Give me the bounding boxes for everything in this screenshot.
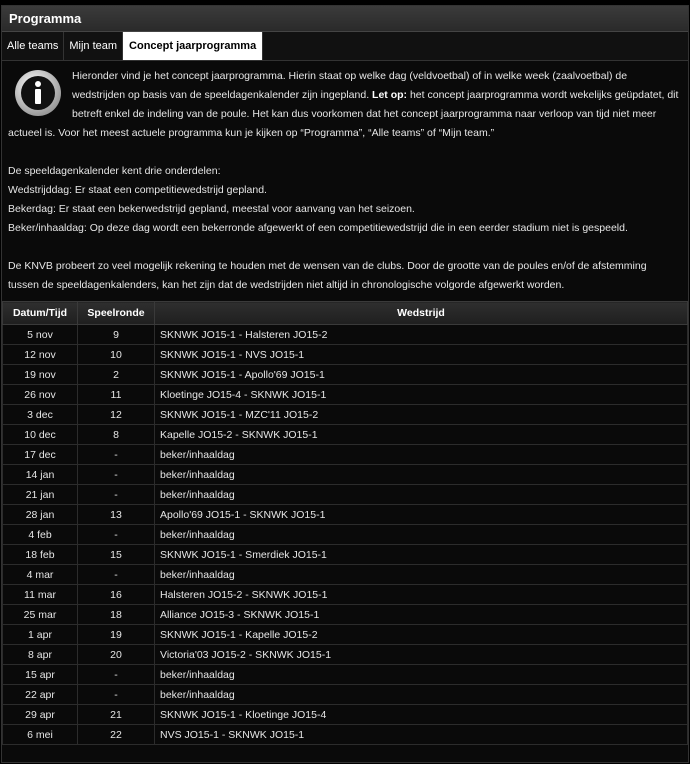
cell-datum: 21 jan bbox=[3, 485, 78, 505]
cell-wedstrijd: beker/inhaaldag bbox=[155, 565, 688, 585]
cell-speelronde: 22 bbox=[78, 725, 155, 745]
header-wedstrijd: Wedstrijd bbox=[155, 302, 688, 325]
cell-wedstrijd: SKNWK JO15-1 - Kloetinge JO15-4 bbox=[155, 705, 688, 725]
cell-speelronde: - bbox=[78, 525, 155, 545]
cell-wedstrijd: SKNWK JO15-1 - Kapelle JO15-2 bbox=[155, 625, 688, 645]
table-row bbox=[3, 565, 688, 585]
table-row bbox=[3, 365, 688, 385]
calendar-line-1: Wedstrijddag: Er staat een competitiewedstrijd gepland. bbox=[8, 184, 267, 196]
cell-speelronde: - bbox=[78, 665, 155, 685]
table-row bbox=[3, 405, 688, 425]
table-row bbox=[3, 485, 688, 505]
intro-paragraph-1b: het concept jaarprogramma wordt wekelijks geüpdatet, dit betreft enkel de indeling van de poule. Het kan dus voorkomen dat het concept jaarprogramma naar verloop van tijd niet meer actueel is. Voor het meest actuele programma kun je kijken op “Programma”, “Alle teams” of “Mijn team.” bbox=[8, 89, 679, 139]
schedule-table bbox=[2, 301, 688, 745]
cell-datum: 6 mei bbox=[3, 725, 78, 745]
cell-datum: 1 apr bbox=[3, 625, 78, 645]
cell-speelronde: 21 bbox=[78, 705, 155, 725]
cell-speelronde: 9 bbox=[78, 325, 155, 345]
table-row bbox=[3, 585, 688, 605]
intro-text bbox=[2, 61, 688, 301]
cell-speelronde: 11 bbox=[78, 385, 155, 405]
cell-speelronde: 2 bbox=[78, 365, 155, 385]
cell-wedstrijd: beker/inhaaldag bbox=[155, 445, 688, 465]
cell-datum: 4 feb bbox=[3, 525, 78, 545]
table-row bbox=[3, 725, 688, 745]
table-row bbox=[3, 465, 688, 485]
tab-alle-teams[interactable]: Alle teams bbox=[2, 32, 64, 60]
table-row bbox=[3, 525, 688, 545]
cell-wedstrijd: Halsteren JO15-2 - SKNWK JO15-1 bbox=[155, 585, 688, 605]
table-row bbox=[3, 705, 688, 725]
cell-speelronde: - bbox=[78, 685, 155, 705]
header-datum: Datum/Tijd bbox=[3, 302, 78, 325]
cell-speelronde: 15 bbox=[78, 545, 155, 565]
cell-wedstrijd: SKNWK JO15-1 - Apollo'69 JO15-1 bbox=[155, 365, 688, 385]
cell-speelronde: 16 bbox=[78, 585, 155, 605]
intro-paragraph-1: Hieronder vind je het concept jaarprogramma. Hierin staat op welke dag (veldvoetbal) of in welke week (zaalvoetbal) de wedstrijden op basis van de speeldagenkalender zijn ingepland. bbox=[72, 70, 628, 101]
cell-wedstrijd: Kloetinge JO15-4 - SKNWK JO15-1 bbox=[155, 385, 688, 405]
cell-speelronde: - bbox=[78, 445, 155, 465]
table-row bbox=[3, 505, 688, 525]
table-row bbox=[3, 425, 688, 445]
cell-datum: 17 dec bbox=[3, 445, 78, 465]
cell-wedstrijd: SKNWK JO15-1 - NVS JO15-1 bbox=[155, 345, 688, 365]
cell-wedstrijd: beker/inhaaldag bbox=[155, 665, 688, 685]
cell-datum: 12 nov bbox=[3, 345, 78, 365]
cell-speelronde: - bbox=[78, 565, 155, 585]
table-row bbox=[3, 645, 688, 665]
calendar-title: De speeldagenkalender kent drie onderdelen: bbox=[8, 165, 221, 177]
cell-wedstrijd: SKNWK JO15-1 - Halsteren JO15-2 bbox=[155, 325, 688, 345]
cell-speelronde: 10 bbox=[78, 345, 155, 365]
cell-wedstrijd: NVS JO15-1 - SKNWK JO15-1 bbox=[155, 725, 688, 745]
table-row bbox=[3, 445, 688, 465]
table-row bbox=[3, 625, 688, 645]
cell-datum: 5 nov bbox=[3, 325, 78, 345]
knvb-paragraph: De KNVB probeert zo veel mogelijk rekening te houden met de wensen van de clubs. Door de grootte van de poules en/of de afstemming tussen de speeldagenkalenders, kan het zijn dat de wedstrijden niet altijd in chronologische volgorde afgewerkt worden. bbox=[8, 260, 647, 291]
calendar-line-2: Bekerdag: Er staat een bekerwedstrijd gepland, meestal voor aanvang van het seizoen. bbox=[8, 203, 415, 215]
cell-wedstrijd: beker/inhaaldag bbox=[155, 465, 688, 485]
cell-datum: 29 apr bbox=[3, 705, 78, 725]
cell-wedstrijd: beker/inhaaldag bbox=[155, 485, 688, 505]
cell-wedstrijd: Apollo'69 JO15-1 - SKNWK JO15-1 bbox=[155, 505, 688, 525]
cell-datum: 10 dec bbox=[3, 425, 78, 445]
cell-datum: 15 apr bbox=[3, 665, 78, 685]
cell-wedstrijd: Victoria'03 JO15-2 - SKNWK JO15-1 bbox=[155, 645, 688, 665]
cell-speelronde: 8 bbox=[78, 425, 155, 445]
cell-datum: 25 mar bbox=[3, 605, 78, 625]
table-row bbox=[3, 345, 688, 365]
cell-datum: 19 nov bbox=[3, 365, 78, 385]
table-row bbox=[3, 385, 688, 405]
cell-datum: 4 mar bbox=[3, 565, 78, 585]
cell-speelronde: 20 bbox=[78, 645, 155, 665]
cell-datum: 11 mar bbox=[3, 585, 78, 605]
tab-mijn-team[interactable]: Mijn team bbox=[64, 32, 123, 60]
cell-speelronde: - bbox=[78, 485, 155, 505]
header-speelronde: Speelronde bbox=[78, 302, 155, 325]
cell-wedstrijd: SKNWK JO15-1 - MZC'11 JO15-2 bbox=[155, 405, 688, 425]
cell-speelronde: 12 bbox=[78, 405, 155, 425]
info-icon bbox=[14, 69, 62, 117]
cell-wedstrijd: Kapelle JO15-2 - SKNWK JO15-1 bbox=[155, 425, 688, 445]
cell-datum: 14 jan bbox=[3, 465, 78, 485]
cell-datum: 28 jan bbox=[3, 505, 78, 525]
tab-concept-jaarprogramma[interactable]: Concept jaarprogramma bbox=[123, 32, 263, 60]
programma-panel bbox=[1, 5, 689, 763]
cell-datum: 26 nov bbox=[3, 385, 78, 405]
table-row bbox=[3, 665, 688, 685]
table-row bbox=[3, 685, 688, 705]
tab-bar bbox=[2, 32, 688, 61]
table-header-row bbox=[3, 302, 688, 325]
table-row bbox=[3, 545, 688, 565]
cell-wedstrijd: beker/inhaaldag bbox=[155, 525, 688, 545]
cell-speelronde: 19 bbox=[78, 625, 155, 645]
let-op-label: Let op: bbox=[372, 89, 408, 101]
calendar-line-3: Beker/inhaaldag: Op deze dag wordt een bekerronde afgewerkt of een competitiewedstrijd die in een eerder stadium niet is gespeeld. bbox=[8, 222, 628, 234]
cell-wedstrijd: SKNWK JO15-1 - Smerdiek JO15-1 bbox=[155, 545, 688, 565]
cell-datum: 8 apr bbox=[3, 645, 78, 665]
cell-speelronde: 18 bbox=[78, 605, 155, 625]
cell-wedstrijd: beker/inhaaldag bbox=[155, 685, 688, 705]
cell-datum: 18 feb bbox=[3, 545, 78, 565]
table-row bbox=[3, 605, 688, 625]
cell-datum: 3 dec bbox=[3, 405, 78, 425]
cell-speelronde: - bbox=[78, 465, 155, 485]
panel-title: Programma bbox=[2, 6, 688, 32]
cell-wedstrijd: Alliance JO15-3 - SKNWK JO15-1 bbox=[155, 605, 688, 625]
cell-datum: 22 apr bbox=[3, 685, 78, 705]
table-row bbox=[3, 325, 688, 345]
cell-speelronde: 13 bbox=[78, 505, 155, 525]
